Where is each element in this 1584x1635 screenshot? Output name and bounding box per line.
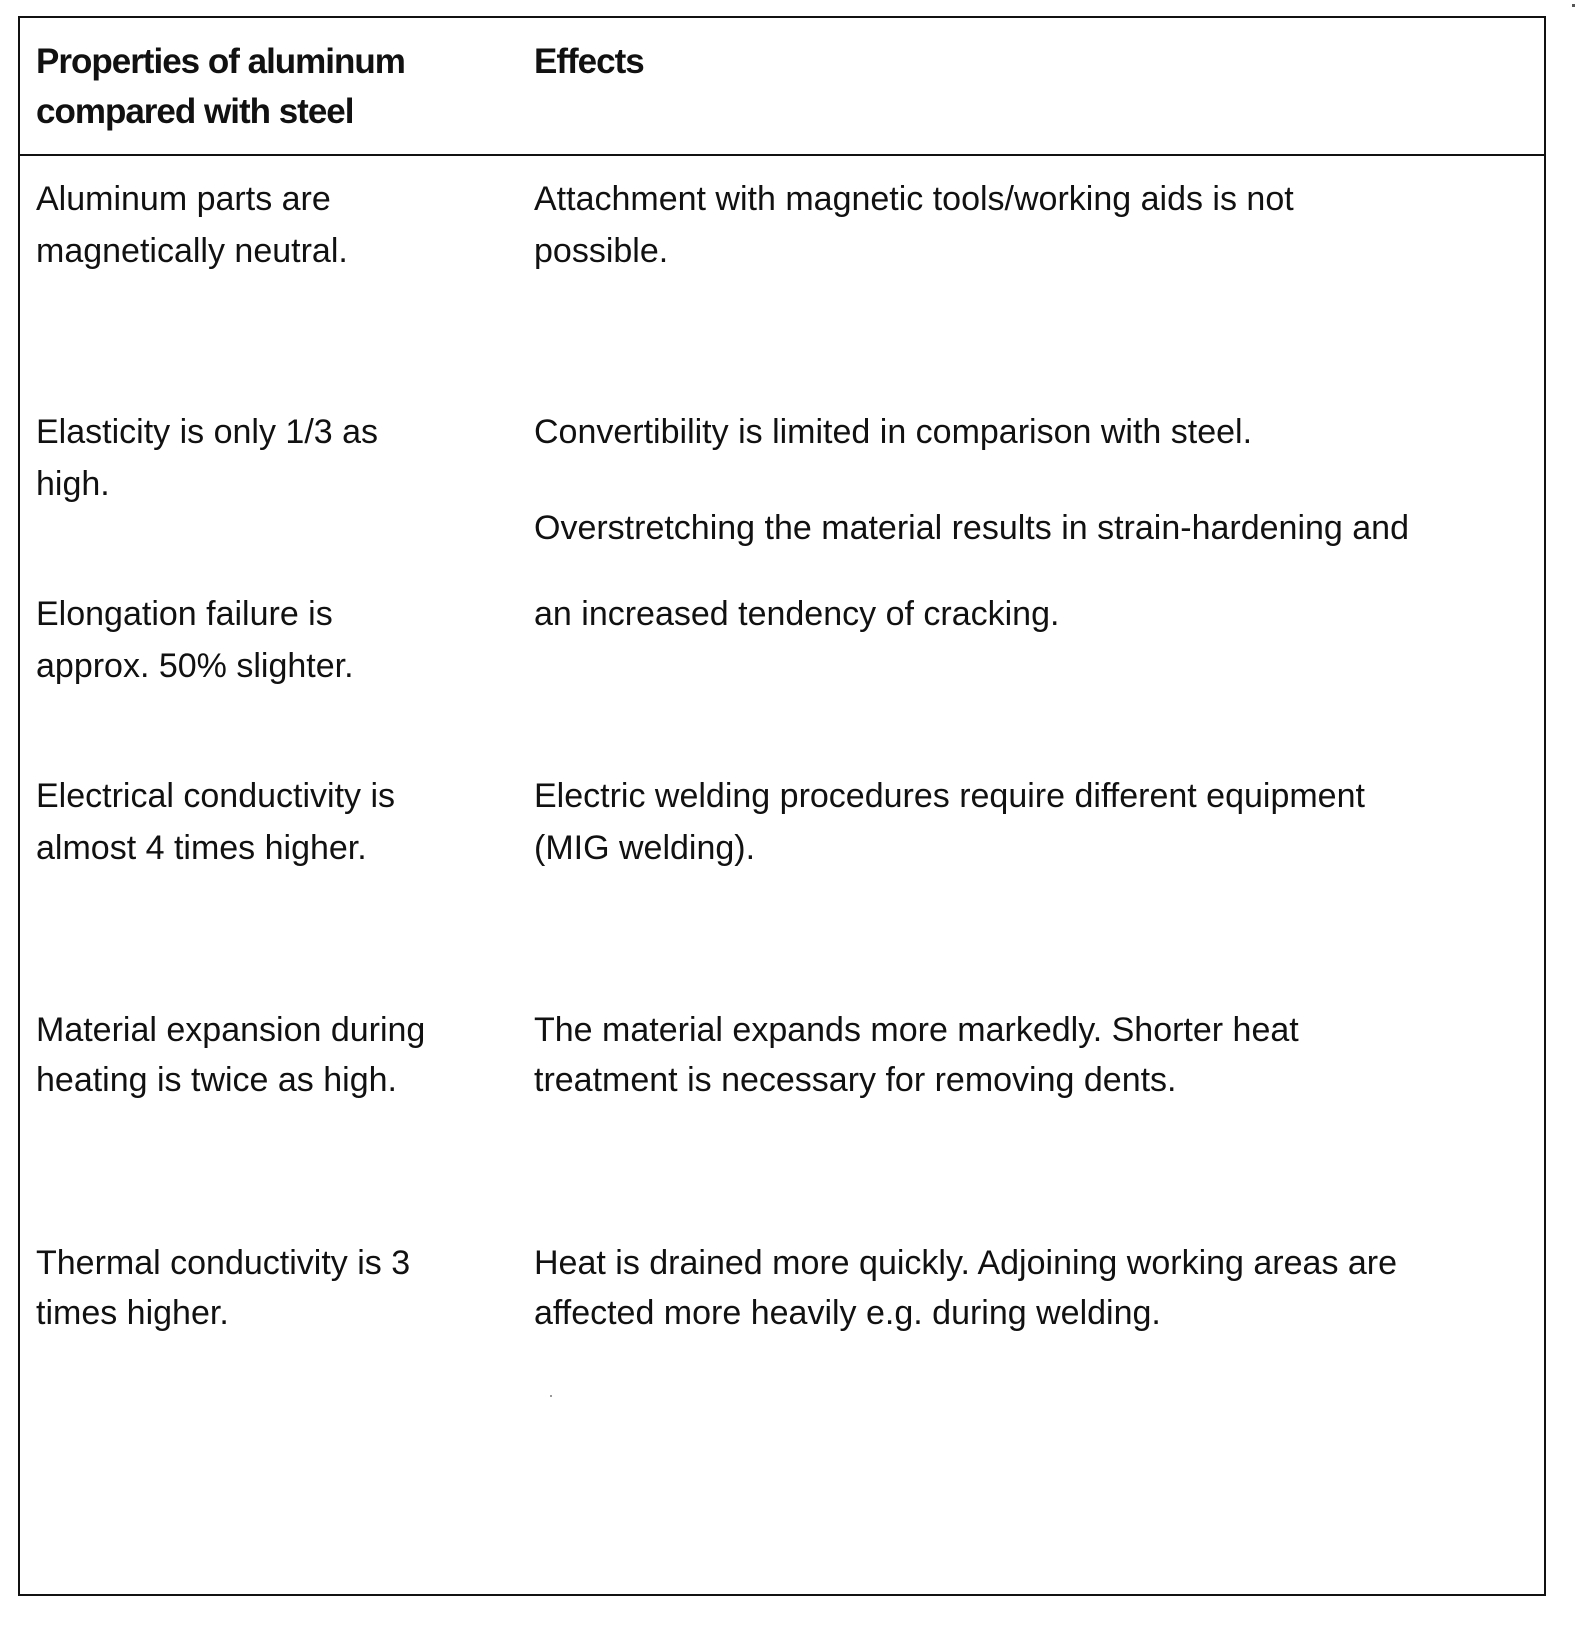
row7-effect-line-2: affected more heavily e.g. during welding. xyxy=(534,1294,1161,1332)
row4-effect-line-1: an increased tendency of cracking. xyxy=(534,595,1060,633)
row7-effect-line-1: Heat is drained more quickly. Adjoining working areas are xyxy=(534,1244,1398,1282)
row2-property-line-2: high. xyxy=(36,465,110,503)
row2-effect-line-1: Convertibility is limited in comparison with steel. xyxy=(534,413,1253,451)
row1-effect-line-2: possible. xyxy=(534,232,669,270)
row5-property-line-2: almost 4 times higher. xyxy=(36,829,367,867)
edge-mark xyxy=(1572,4,1575,7)
row4-property-line-2: approx. 50% slighter. xyxy=(36,647,354,685)
row6-property-line-2: heating is twice as high. xyxy=(36,1061,397,1099)
header-property-line-1: Properties of aluminum xyxy=(36,42,405,81)
header-divider xyxy=(18,154,1546,156)
row5-effect-line-1: Electric welding procedures require different equipment xyxy=(534,777,1365,815)
row6-property-line-1: Material expansion during xyxy=(36,1011,426,1049)
row5-property-line-1: Electrical conductivity is xyxy=(36,777,396,815)
header-effects: Effects xyxy=(534,42,644,81)
row5-effect-line-2: (MIG welding). xyxy=(534,829,756,867)
row1-effect-line-1: Attachment with magnetic tools/working aids is not xyxy=(534,180,1294,218)
row6-effect-line-1: The material expands more markedly. Shorter heat xyxy=(534,1011,1299,1049)
row6-effect-line-2: treatment is necessary for removing dents. xyxy=(534,1061,1177,1099)
scan-speck xyxy=(550,1395,552,1397)
row1-property-line-2: magnetically neutral. xyxy=(36,232,348,270)
row1-property-line-1: Aluminum parts are xyxy=(36,180,331,218)
row4-property-line-1: Elongation failure is xyxy=(36,595,333,633)
row7-property-line-2: times higher. xyxy=(36,1294,229,1332)
row7-property-line-1: Thermal conductivity is 3 xyxy=(36,1244,411,1282)
row3-effect-line-1: Overstretching the material results in strain-hardening and xyxy=(534,509,1409,547)
header-property-line-2: compared with steel xyxy=(36,92,354,131)
row2-property-line-1: Elasticity is only 1/3 as xyxy=(36,413,379,451)
